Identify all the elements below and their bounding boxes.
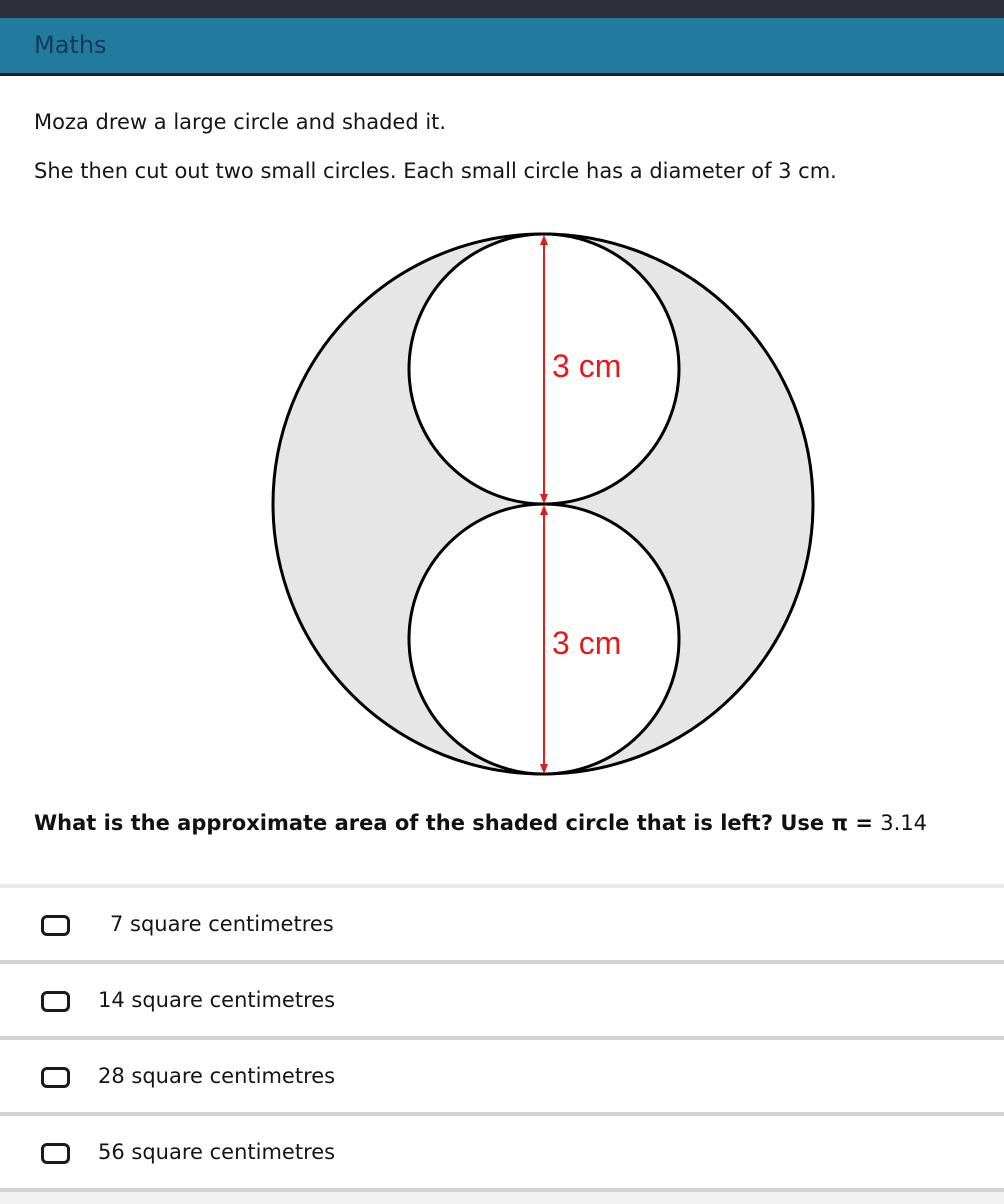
answer-option-2[interactable]: [0, 960, 1004, 1036]
question-prompt: [34, 809, 927, 837]
option-checkbox[interactable]: [41, 915, 70, 936]
pi-value: 3.14: [880, 811, 928, 835]
subject-header: [0, 18, 1004, 76]
option-label: 28 square centimetres: [98, 1064, 336, 1088]
option-label: 56 square centimetres: [98, 1140, 336, 1164]
top-diameter-label: 3 cm: [552, 348, 622, 384]
question-prompt-text: What is the approximate area of the shaded circle that is left? Use π =: [34, 811, 873, 835]
question-stem-line-1: Moza drew a large circle and shaded it.: [34, 110, 447, 134]
question-stem-line-2: She then cut out two small circles. Each small circle has a diameter of 3 cm.: [34, 159, 837, 183]
option-checkbox[interactable]: [41, 1067, 70, 1088]
answer-option-1[interactable]: [0, 884, 1004, 960]
option-label: 14 square centimetres: [98, 988, 336, 1012]
bottom-diameter-label: 3 cm: [552, 625, 622, 661]
option-label: 7 square centimetres: [110, 912, 334, 936]
subject-title: Maths: [34, 31, 107, 59]
answer-option-4[interactable]: [0, 1112, 1004, 1188]
top-status-strip: [0, 0, 1004, 18]
answer-option-3[interactable]: [0, 1036, 1004, 1112]
option-checkbox[interactable]: [41, 991, 70, 1012]
options-footer-divider: [0, 1188, 1004, 1204]
option-checkbox[interactable]: [41, 1143, 70, 1164]
answer-options: [0, 884, 1004, 1204]
